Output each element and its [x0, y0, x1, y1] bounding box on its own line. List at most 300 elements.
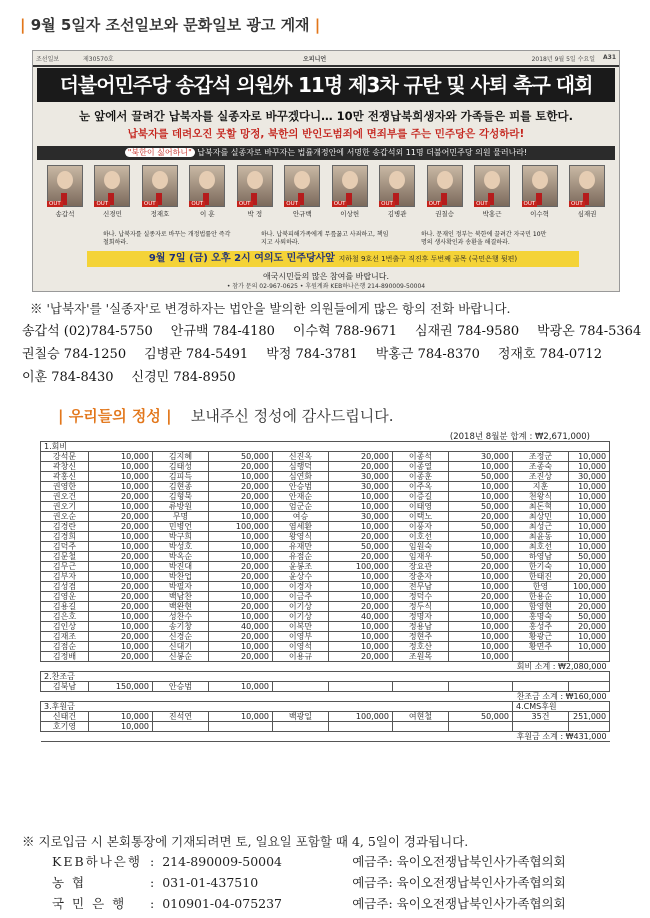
amount-cell: 20,000 — [329, 462, 393, 472]
donor-name-cell: 정호산 — [393, 642, 449, 652]
lawmaker-name: 이수혁 — [530, 210, 549, 218]
lawmaker-name: 심재권 — [577, 210, 597, 218]
donor-name-cell: 신봉순 — [153, 652, 209, 662]
amount-cell: 251,000 — [569, 712, 610, 722]
donor-name-cell: 이경자 — [273, 582, 329, 592]
amount-cell: 30,000 — [449, 452, 513, 462]
donor-name-cell: 이주옥 — [393, 482, 449, 492]
donor-name-cell — [513, 652, 569, 662]
donor-name-cell: 박진대 — [153, 562, 209, 572]
donor-name-cell: 김영운 — [41, 592, 89, 602]
donor-name-cell: 최호선 — [513, 542, 569, 552]
lawmaker-name: 김병관 — [387, 210, 407, 218]
donor-name-cell: 함영현 — [513, 602, 569, 612]
amount-cell: 10,000 — [449, 492, 513, 502]
amount-cell: 10,000 — [209, 472, 273, 482]
table-row — [41, 452, 610, 462]
donor-name-cell: 박옥순 — [153, 552, 209, 562]
amount-cell: 10,000 — [569, 532, 610, 542]
amount-cell: 20,000 — [89, 592, 153, 602]
amount-cell: 10,000 — [569, 462, 610, 472]
amount-cell: 10,000 — [209, 642, 273, 652]
amount-cell: 10,000 — [89, 642, 153, 652]
amount-cell: 10,000 — [329, 572, 393, 582]
out-badge: OUT — [333, 201, 346, 207]
lawmaker-photo — [427, 165, 463, 227]
donor-name-cell: 김성겸 — [41, 582, 89, 592]
phone-entry: 박광온 784-5364 — [537, 324, 642, 339]
account-number: 010901-04-075237 — [162, 896, 283, 911]
amount-cell: 20,000 — [89, 602, 153, 612]
donor-name-cell: 이기상 — [273, 612, 329, 622]
out-badge: OUT — [96, 201, 109, 207]
amount-cell: 50,000 — [569, 612, 610, 622]
amount-cell: 20,000 — [209, 652, 273, 662]
donor-name-cell: 박구희 — [153, 532, 209, 542]
amount-cell: 20,000 — [569, 622, 610, 632]
phone-entry: 안규백 784-4180 — [170, 324, 275, 339]
donor-name-cell: 최윤동 — [513, 532, 569, 542]
amount-cell: 10,000 — [209, 532, 273, 542]
amount-cell: 20,000 — [89, 652, 153, 662]
donor-name-cell: 이복만 — [273, 622, 329, 632]
section-header-donations: | 우리들의 정성 | 보내주신 정성에 감사드립니다. — [58, 407, 394, 425]
donor-name-cell: 지훈 — [513, 482, 569, 492]
donor-name-cell: 안승범 — [273, 482, 329, 492]
amount-cell: 10,000 — [89, 502, 153, 512]
table-row — [41, 462, 610, 472]
table-row — [41, 682, 610, 692]
subtotal-donation-text: 찬조금 소계 : ₩160,000 — [41, 692, 610, 702]
amount-cell: 30,000 — [329, 512, 393, 522]
donor-name-cell: 이기상 — [273, 602, 329, 612]
amount-cell: 20,000 — [209, 602, 273, 612]
amount-cell: 10,000 — [569, 562, 610, 572]
subtotal-membership — [41, 662, 610, 672]
account-holder: 예금주: 육이오전쟁납북인사가족협의회 — [352, 875, 566, 890]
donor-name-cell: 신진옥 — [273, 452, 329, 462]
amount-cell: 10,000 — [89, 612, 153, 622]
amount-cell: 50,000 — [449, 472, 513, 482]
donor-name-cell: 조종숙 — [513, 462, 569, 472]
account-number: 031-01-437510 — [162, 875, 259, 890]
lawmaker-photo — [284, 165, 320, 227]
amount-cell: 10,000 — [89, 532, 153, 542]
donor-name-cell — [513, 722, 569, 732]
subtotal-support — [41, 732, 610, 742]
bank-name: KEB하나은행 — [52, 854, 142, 869]
donor-name-cell: 안재순 — [273, 492, 329, 502]
donor-name-cell: 이종열 — [393, 462, 449, 472]
donor-name-cell: 박성호 — [153, 542, 209, 552]
donor-name-cell: 신경순 — [153, 632, 209, 642]
donor-name-cell: 이영석 — [273, 642, 329, 652]
donor-name-cell: 염세환 — [273, 522, 329, 532]
amount-cell: 10,000 — [89, 722, 153, 732]
amount-cell: 10,000 — [569, 512, 610, 522]
donor-name-cell: 한용순 — [513, 592, 569, 602]
donor-name-cell: 장요관 — [393, 562, 449, 572]
donor-name-cell: 신태건 — [41, 712, 89, 722]
donor-name-cell: 백완현 — [153, 602, 209, 612]
amount-cell: 50,000 — [209, 452, 273, 462]
monthly-total: (2018년 8월분 합계 : ₩2,671,000) — [449, 432, 590, 442]
donor-name-cell: 정현주 — [393, 632, 449, 642]
section-header-ad: | 9월 5일자 조선일보와 문화일보 광고 게재 | — [20, 16, 321, 34]
lawmaker-photo — [189, 165, 225, 227]
lawmaker-photo — [474, 165, 510, 227]
lawmaker-photo — [332, 165, 368, 227]
phone-row — [22, 366, 642, 389]
amount-cell: 20,000 — [209, 632, 273, 642]
amount-cell: 20,000 — [209, 482, 273, 492]
lawmaker-name: 정재호 — [150, 210, 170, 218]
amount-cell: 20,000 — [89, 492, 153, 502]
amount-cell: 10,000 — [569, 502, 610, 512]
ad-call-to-action: 애국시민들의 많은 참여를 바랍니다. — [262, 272, 390, 281]
donor-name-cell: 이영부 — [273, 632, 329, 642]
donor-name-cell: 최상민 — [513, 512, 569, 522]
amount-cell: 10,000 — [89, 472, 153, 482]
out-badge: OUT — [381, 201, 393, 207]
amount-cell: 20,000 — [89, 552, 153, 562]
amount-cell: 20,000 — [89, 522, 153, 532]
table-row — [41, 652, 610, 662]
amount-cell — [329, 722, 393, 732]
bank-account-row — [52, 873, 566, 891]
lawmaker-phone-list — [22, 320, 642, 389]
bank-name: 농 협 — [52, 875, 87, 890]
table-row — [41, 552, 610, 562]
amount-cell: 10,000 — [209, 682, 273, 692]
out-badge: OUT — [191, 201, 204, 207]
amount-cell: 10,000 — [209, 612, 273, 622]
lawmaker-name: 신경민 — [103, 210, 122, 218]
table-row — [41, 622, 610, 632]
amount-cell: 20,000 — [449, 512, 513, 522]
subtotal-support-text: 후원금 소계 : ₩431,000 — [41, 732, 610, 742]
amount-cell: 20,000 — [89, 512, 153, 522]
ad-slogan: 납북자를 데려오진 못할 망정, 북한의 반인도범죄에 면죄부를 주는 민주당은 각성하라! — [127, 128, 525, 140]
amount-cell: 10,000 — [209, 512, 273, 522]
table-row — [41, 542, 610, 552]
amount-cell: 30,000 — [569, 472, 610, 482]
donor-name-cell: 김태성 — [153, 462, 209, 472]
amount-cell: 10,000 — [449, 532, 513, 542]
amount-cell: 10,000 — [209, 502, 273, 512]
donor-name-cell: 김용길 — [41, 602, 89, 612]
donor-name-cell: 최성근 — [513, 522, 569, 532]
category-cms-text: 4.CMS후원 — [513, 702, 610, 712]
amount-cell: 20,000 — [89, 582, 153, 592]
amount-cell: 20,000 — [449, 562, 513, 572]
donor-name-cell: 김경희 — [41, 532, 89, 542]
amount-cell: 30,000 — [329, 482, 393, 492]
bank-account-row — [52, 852, 566, 870]
amount-cell: 10,000 — [449, 602, 513, 612]
amount-cell: 20,000 — [209, 492, 273, 502]
phone-entry: 김병관 784-5491 — [144, 347, 249, 362]
donor-name-cell: 여현철 — [393, 712, 449, 722]
ad-headline: 더불어민주당 송갑석 의원外 11명 제3차 규탄 및 사퇴 촉구 대회 — [37, 68, 615, 102]
donor-name-cell: 김피득 — [153, 472, 209, 482]
amount-cell: 10,000 — [449, 642, 513, 652]
donor-name-cell: 백남찬 — [153, 592, 209, 602]
table-row — [41, 572, 610, 582]
phone-entry: 정재호 784-0712 — [497, 347, 602, 362]
protest-call-notice: ※ '납북자'를 '실종자'로 변경하자는 법안을 발의한 의원들에게 많은 항의 전화 바랍니다. — [30, 301, 511, 316]
newspaper-header: 조선일보 제30570호 오피니언 2018년 9월 5일 수요일 A31 — [33, 51, 619, 67]
donor-name-cell: 한기숙 — [513, 562, 569, 572]
out-badge: OUT — [476, 201, 488, 207]
donor-name-cell: 권오순 — [41, 512, 89, 522]
ad-demand-2: 하나. 납북피해가족에게 무릎꿇고 사죄하고, 책임지고 사퇴하라. — [261, 231, 389, 246]
amount-cell: 10,000 — [449, 572, 513, 582]
amount-cell: 20,000 — [329, 552, 393, 562]
amount-cell: 50,000 — [449, 552, 513, 562]
section-subtitle: 보내주신 정성에 감사드립니다. — [190, 407, 394, 425]
table-row — [41, 562, 610, 572]
amount-cell: 100,000 — [209, 522, 273, 532]
donor-name-cell: 이풍자 — [393, 522, 449, 532]
out-badge: OUT — [49, 201, 61, 207]
donor-name-cell: 이태영 — [393, 502, 449, 512]
donor-name-cell: 천왕식 — [513, 492, 569, 502]
lawmaker-photos — [47, 165, 605, 227]
amount-cell: 10,000 — [89, 712, 153, 722]
section-title: 우리들의 정성 — [68, 407, 161, 425]
amount-cell: 10,000 — [569, 492, 610, 502]
amount-cell: 10,000 — [89, 562, 153, 572]
out-badge: OUT — [143, 201, 156, 207]
donor-name-cell: 이종훈 — [393, 472, 449, 482]
donor-name-cell: 성찬수 — [153, 612, 209, 622]
donor-name-cell: 송기창 — [153, 622, 209, 632]
donor-name-cell: 김재조 — [41, 632, 89, 642]
donor-name-cell: 임재우 — [393, 552, 449, 562]
donor-name-cell: 이용규 — [273, 652, 329, 662]
out-badge: OUT — [570, 201, 583, 207]
amount-cell: 10,000 — [569, 542, 610, 552]
phone-row — [22, 320, 642, 343]
amount-cell: 10,000 — [449, 652, 513, 662]
donor-name-cell: 정용남 — [393, 622, 449, 632]
amount-cell: 40,000 — [209, 622, 273, 632]
amount-cell: 10,000 — [449, 632, 513, 642]
donor-name-cell — [273, 682, 329, 692]
amount-cell: 10,000 — [89, 482, 153, 492]
donor-name-cell: 하영남 — [513, 552, 569, 562]
lawmaker-photo — [47, 165, 83, 227]
donor-name-cell: 진석연 — [153, 712, 209, 722]
donor-name-cell: 심행덕 — [273, 462, 329, 472]
donor-name-cell: 안승범 — [153, 682, 209, 692]
account-number: 214-890009-50004 — [162, 854, 283, 869]
lawmaker-photo — [237, 165, 273, 227]
donor-name-cell — [393, 722, 449, 732]
amount-cell: 10,000 — [329, 642, 393, 652]
amount-cell: 10,000 — [569, 642, 610, 652]
donor-name-cell: 이택노 — [393, 512, 449, 522]
amount-cell: 10,000 — [89, 572, 153, 582]
phone-entry: 권칠승 784-1250 — [22, 347, 127, 362]
amount-cell: 30,000 — [329, 472, 393, 482]
giro-note: ※ 지로입금 시 본회통장에 기재되려면 토, 일요일 포함할 때 4, 5일이 경과됩니다. — [22, 834, 469, 849]
separator: : — [150, 854, 155, 869]
donor-name-cell: 김경란 — [41, 522, 89, 532]
lawmaker-photo — [569, 165, 605, 227]
lawmaker-name: 송갑석 — [55, 210, 75, 218]
donor-name-cell — [393, 682, 449, 692]
table-row — [41, 582, 610, 592]
donor-name-cell: 심연화 — [273, 472, 329, 482]
lawmaker-name: 권칠승 — [435, 210, 455, 218]
donor-name-cell: 한태진 — [513, 572, 569, 582]
table-row — [41, 632, 610, 642]
amount-cell: 20,000 — [569, 572, 610, 582]
amount-cell: 20,000 — [329, 532, 393, 542]
donor-name-cell: 김점순 — [41, 642, 89, 652]
donor-name-cell: 윤봉조 — [273, 562, 329, 572]
amount-cell: 20,000 — [209, 462, 273, 472]
donor-name-cell: 권오기 — [41, 502, 89, 512]
ad-demand-3: 하나. 문재인 정부는 북한에 끌려간 자국민 10만명의 생사확인과 송환을 해결하라. — [421, 231, 547, 246]
donor-name-cell: 박필자 — [153, 582, 209, 592]
amount-cell: 10,000 — [569, 452, 610, 462]
out-badge: OUT — [523, 201, 536, 207]
account-holder: 예금주: 육이오전쟁납북인사가족협의회 — [352, 854, 566, 869]
amount-cell: 10,000 — [329, 592, 393, 602]
amount-cell: 20,000 — [209, 572, 273, 582]
donor-name-cell — [153, 722, 209, 732]
donor-name-cell: 백광일 — [273, 712, 329, 722]
amount-cell: 20,000 — [449, 592, 513, 602]
donor-name-cell: 임원숙 — [393, 542, 449, 552]
table-row — [41, 712, 610, 722]
phone-entry: 박홍근 784-8370 — [375, 347, 480, 362]
amount-cell: 10,000 — [329, 502, 393, 512]
amount-cell: 10,000 — [329, 492, 393, 502]
phone-entry: 심재권 784-9580 — [415, 324, 520, 339]
table-row — [41, 482, 610, 492]
donor-name-cell: 김인상 — [41, 622, 89, 632]
donor-name-cell: 곽창신 — [41, 462, 89, 472]
table-row — [41, 642, 610, 652]
amount-cell: 10,000 — [209, 592, 273, 602]
amount-cell — [329, 682, 393, 692]
donor-name-cell: 조진상 — [513, 472, 569, 482]
amount-cell: 50,000 — [449, 522, 513, 532]
donor-name-cell: 강석문 — [41, 452, 89, 462]
amount-cell: 10,000 — [89, 452, 153, 462]
amount-cell: 10,000 — [449, 482, 513, 492]
donor-name-cell: 김지혜 — [153, 452, 209, 462]
amount-cell — [569, 722, 610, 732]
donor-name-cell: 홍성주 — [513, 622, 569, 632]
donor-name-cell: 무명 — [153, 512, 209, 522]
donor-name-cell: 권오건 — [41, 492, 89, 502]
newspaper-ad — [32, 50, 620, 292]
donor-name-cell: 김현종 — [153, 482, 209, 492]
amount-cell: 10,000 — [449, 612, 513, 622]
donor-name-cell: 김정배 — [41, 652, 89, 662]
lawmaker-photo — [94, 165, 130, 227]
donor-name-cell: 김부자 — [41, 572, 89, 582]
amount-cell: 10,000 — [569, 592, 610, 602]
table-row — [41, 522, 610, 532]
donor-name-cell: 조원목 — [393, 652, 449, 662]
donor-name-cell: 35건 — [513, 712, 569, 722]
phone-entry: 이수혁 788-9671 — [292, 324, 398, 339]
amount-cell: 10,000 — [449, 582, 513, 592]
donor-name-cell: 호기영 — [41, 722, 89, 732]
amount-cell: 10,000 — [449, 542, 513, 552]
amount-cell: 50,000 — [449, 712, 513, 722]
amount-cell: 100,000 — [329, 562, 393, 572]
amount-cell — [209, 722, 273, 732]
amount-cell: 50,000 — [449, 502, 513, 512]
amount-cell: 20,000 — [569, 602, 610, 612]
lawmaker-name: 박홍근 — [482, 210, 502, 218]
amount-cell: 10,000 — [569, 482, 610, 492]
donor-name-cell: 유점순 — [273, 552, 329, 562]
donor-name-cell — [273, 722, 329, 732]
bank-name: 국 민 은 행 — [52, 896, 127, 911]
donation-table — [40, 441, 610, 742]
table-row — [41, 502, 610, 512]
donor-name-cell: 이종석 — [393, 452, 449, 462]
category-membership-text: 1.회비 — [41, 442, 610, 452]
amount-cell: 10,000 — [89, 462, 153, 472]
table-row — [41, 722, 610, 732]
lawmaker-name: 이 훈 — [200, 210, 215, 218]
table-row — [41, 602, 610, 612]
amount-cell: 10,000 — [329, 522, 393, 532]
amount-cell: 10,000 — [89, 542, 153, 552]
donor-name-cell: 전무남 — [393, 582, 449, 592]
category-donation-text: 2.찬조금 — [41, 672, 610, 682]
donor-name-cell: 최돈혁 — [513, 502, 569, 512]
donor-name-cell: 엄군순 — [273, 502, 329, 512]
lawmaker-photo — [379, 165, 415, 227]
bank-account-row — [52, 894, 566, 912]
amount-cell — [569, 652, 610, 662]
donor-name-cell: 정명자 — [393, 612, 449, 622]
table-row — [41, 472, 610, 482]
out-badge: OUT — [238, 201, 251, 207]
donor-name-cell: 민병언 — [153, 522, 209, 532]
donor-name-cell: 박찬업 — [153, 572, 209, 582]
separator: : — [150, 896, 155, 911]
amount-cell: 10,000 — [329, 582, 393, 592]
amount-cell: 20,000 — [329, 652, 393, 662]
category-membership — [41, 442, 610, 452]
amount-cell: 40,000 — [329, 612, 393, 622]
amount-cell: 20,000 — [329, 602, 393, 612]
amount-cell — [449, 722, 513, 732]
donor-name-cell: 정두식 — [393, 602, 449, 612]
section-title: 9월 5일자 조선일보와 문화일보 광고 게재 — [30, 16, 310, 34]
phone-entry: 이훈 784-8430 — [22, 370, 114, 385]
category-support-text: 3.후원금 — [41, 702, 513, 712]
donor-name-cell: 곽홍신 — [41, 472, 89, 482]
category-support — [41, 702, 610, 712]
amount-cell: 100,000 — [329, 712, 393, 722]
amount-cell: 50,000 — [569, 552, 610, 562]
donor-name-cell: 이금주 — [273, 592, 329, 602]
amount-cell: 50,000 — [329, 542, 393, 552]
amount-cell: 10,000 — [209, 582, 273, 592]
